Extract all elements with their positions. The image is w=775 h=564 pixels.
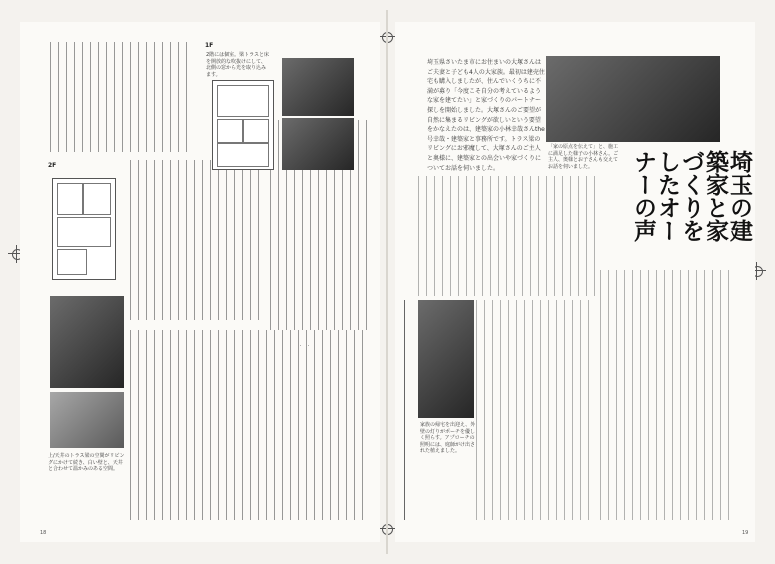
floor-plan-2f bbox=[52, 178, 116, 280]
left-body-text-top bbox=[50, 42, 190, 152]
photo-truss-living-room bbox=[50, 296, 124, 388]
photo-interior-room bbox=[282, 118, 354, 170]
floor-label-1f: 1F bbox=[205, 42, 214, 49]
column-divider bbox=[404, 300, 405, 520]
page-number-left: 18 bbox=[40, 530, 47, 536]
floor-label-2f: 2F bbox=[48, 162, 57, 169]
right-body-text-mid bbox=[476, 300, 596, 520]
intro-text: 埼玉県さいたま市にお住まいの大塚さんはご夫妻と子ども4人の大家族。最初は建売住宅も購入しましたが、住んでいくうちに不満が募り「今度こそ自分の考えているような家を建てたい」と家づくりのパートナー探しを開始しました。大塚さんのご要望が自然に集まるリビングが欲しいという要望をかなえたのは、建築家の小林幸哉さんthe号幸哉・建築家と事務所です。トラス梁のリビングにお邪魔して、大塚さんのご主人と奥様に、建築家との出会いや家づくりについてお話を伺いました。 bbox=[427, 59, 545, 172]
photo-staircase bbox=[282, 58, 354, 116]
right-body-text-far-right bbox=[600, 270, 730, 520]
caption-left-photo-top: 2階には個室。梁トラスと床を開放的な吹抜けにして、北側の窓から光を取り込みます。 bbox=[206, 52, 270, 78]
right-body-text-top bbox=[418, 176, 598, 296]
page-gutter bbox=[386, 10, 388, 554]
photo-house-exterior-night bbox=[418, 300, 474, 418]
photo-dining-area bbox=[50, 392, 124, 448]
caption-left-photo-bottom: 上/天井のトラス梁の空間がリビングにかけて続き、白い壁と、天井と合わせて温かみのある空間。 bbox=[48, 453, 125, 472]
left-body-text-mid bbox=[130, 160, 260, 320]
page-number-right: 19 bbox=[742, 530, 749, 536]
right-body-text-left bbox=[300, 345, 310, 346]
floor-plan-1f bbox=[212, 80, 274, 170]
caption-right-photo-mid: 家族の帰宅を出迎え、外壁の灯りがポーチを優しく照らす。アプローチの照明には、庭師がけ出された植えました。 bbox=[420, 422, 476, 454]
caption-right-photo-top: 「家の原点を伝えて」と、施工に満足した様子の小林さん。ご主人、奥様とお子さんも交えてお話を伺いました。 bbox=[548, 144, 619, 170]
photo-interview bbox=[546, 56, 720, 142]
left-body-text-bottom bbox=[130, 330, 370, 520]
headline: 埼玉の建築家と家づくりをしたオーナーの声 bbox=[630, 150, 753, 242]
